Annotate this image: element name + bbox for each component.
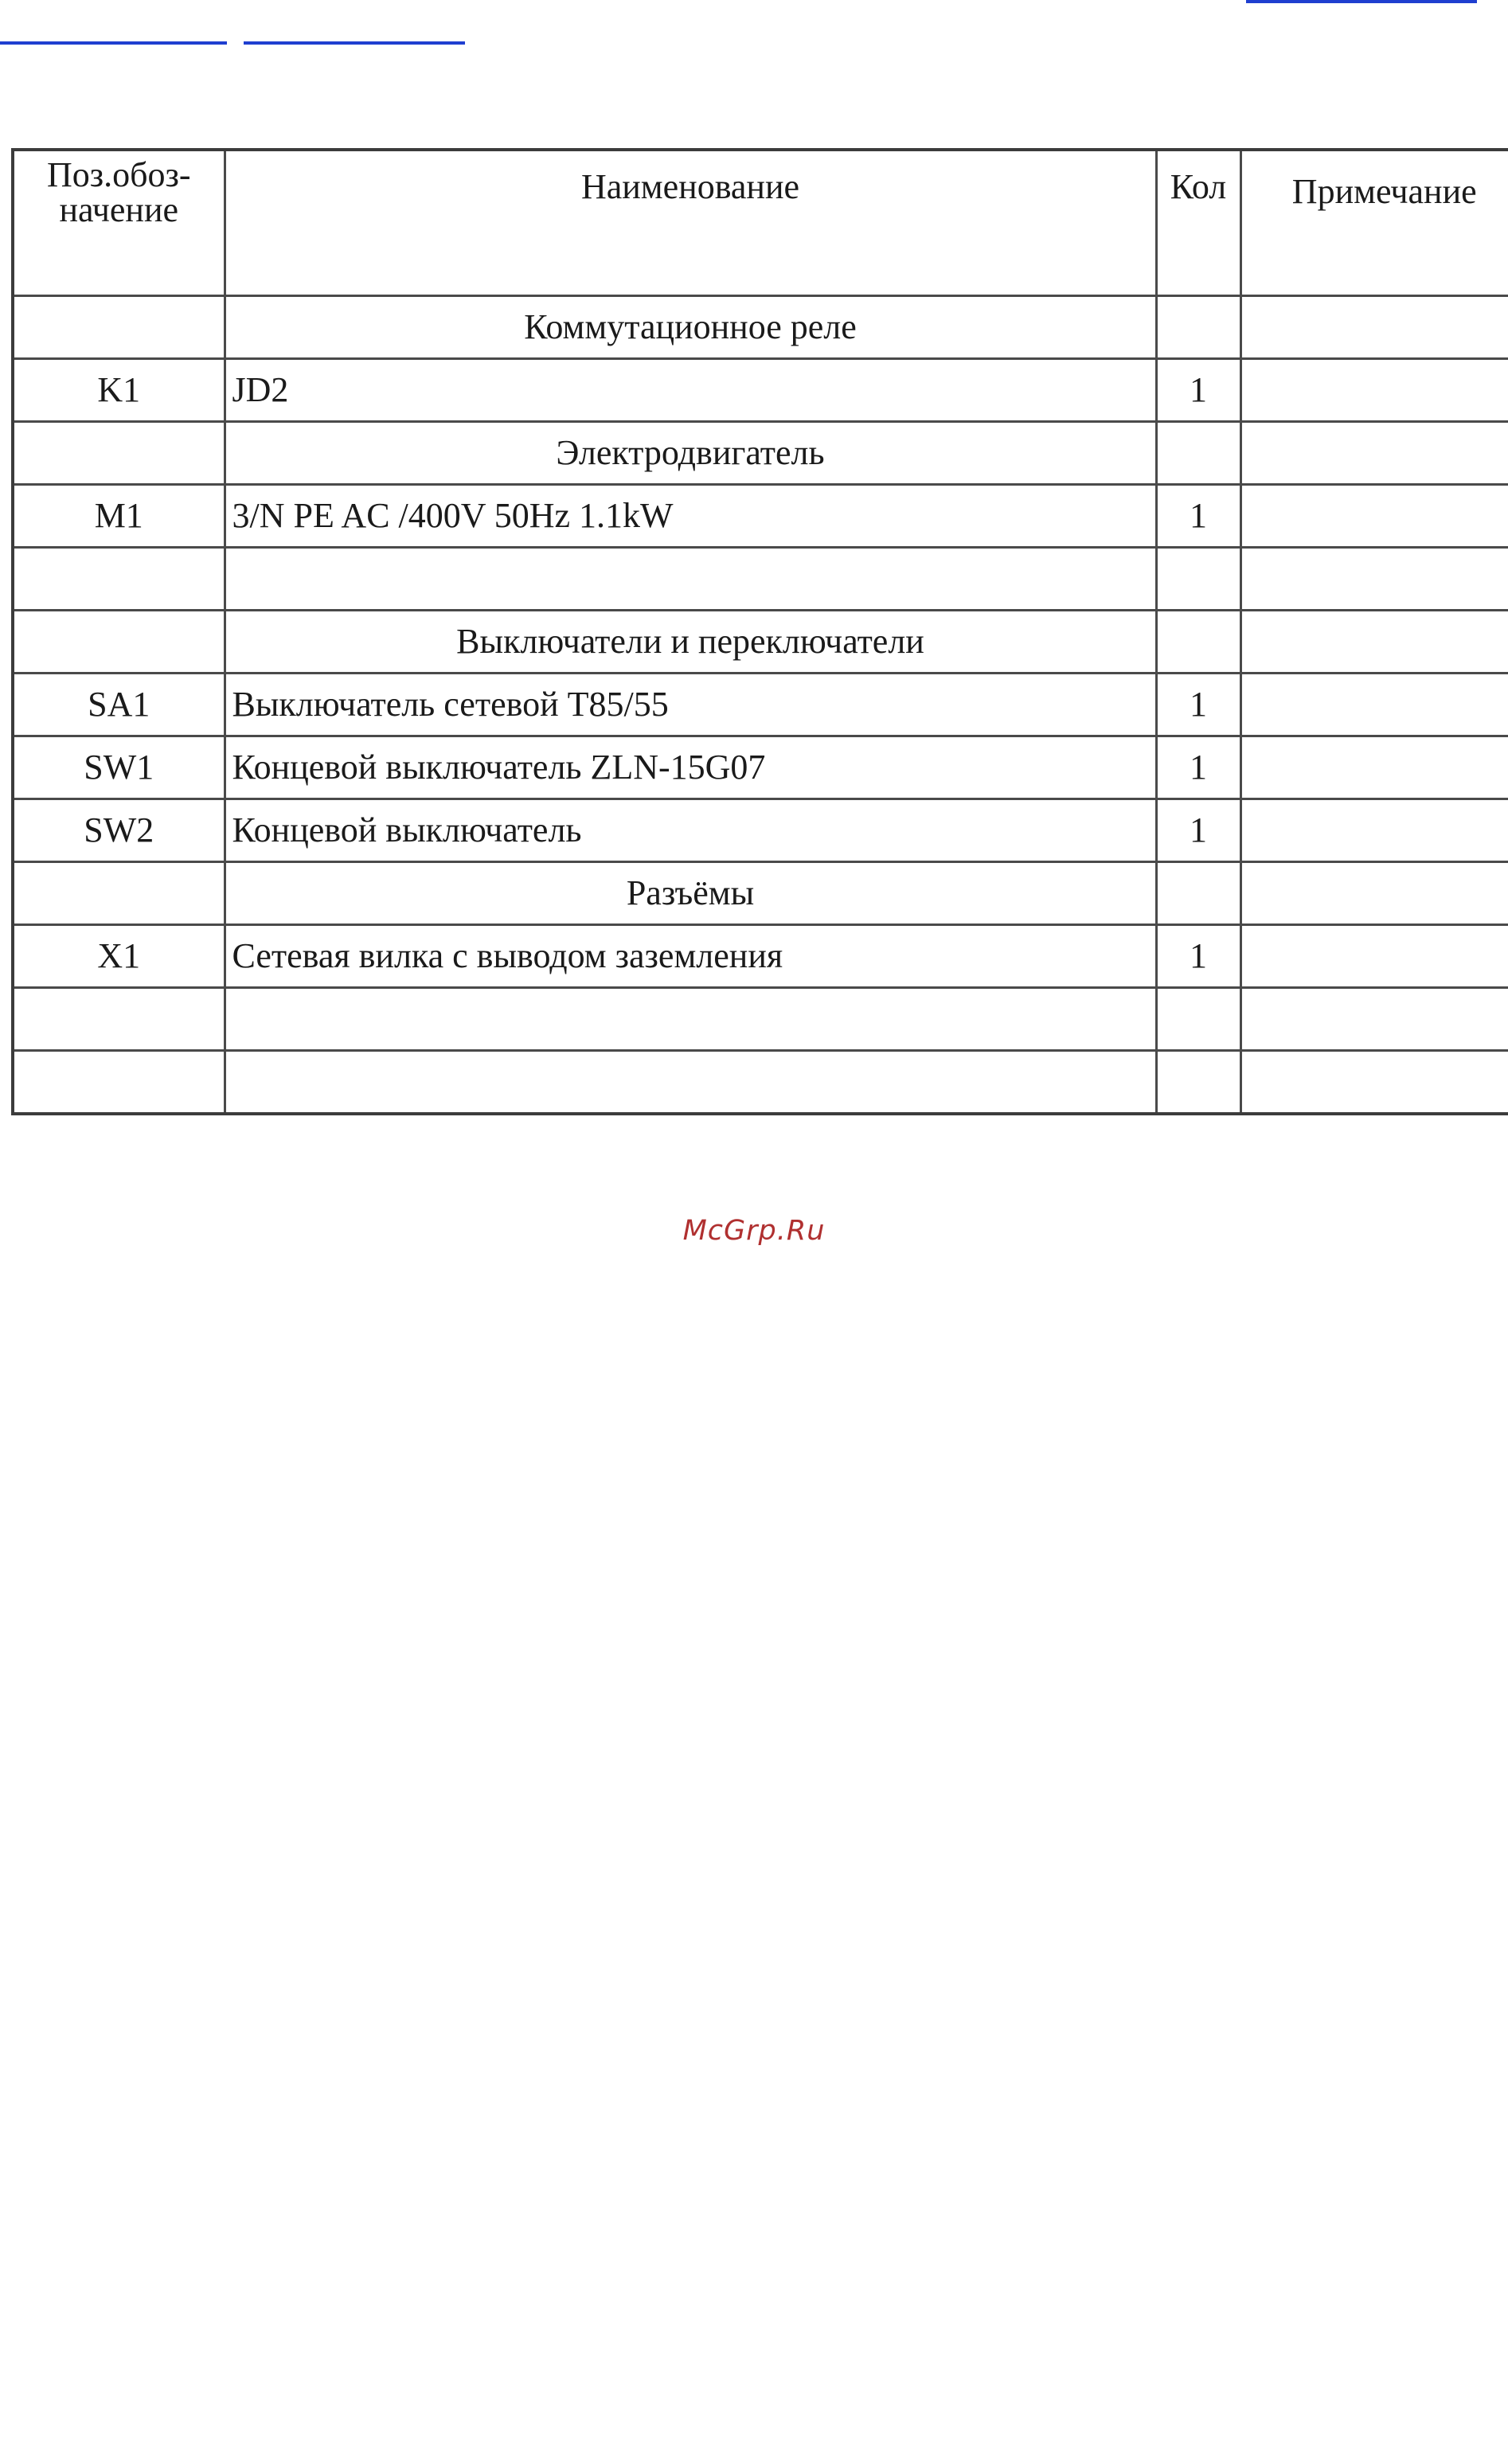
cell-position	[13, 296, 225, 359]
cell-group-title: Электродвигатель	[225, 422, 1156, 485]
cell-name: 3/N PE AC /400V 50Hz 1.1kW	[225, 485, 1156, 548]
cell-note	[1240, 674, 1508, 736]
table-row	[13, 359, 1508, 422]
cell-qty	[1156, 548, 1240, 611]
table-row	[13, 674, 1508, 736]
cell-position: K1	[13, 359, 225, 422]
link-left-2[interactable]	[244, 41, 465, 45]
cell-name	[225, 988, 1156, 1051]
group-row	[13, 862, 1508, 925]
header-note: Примечание	[1240, 150, 1508, 296]
table-row	[13, 736, 1508, 799]
cell-note	[1240, 736, 1508, 799]
cell-qty	[1156, 422, 1240, 485]
cell-qty: 1	[1156, 674, 1240, 736]
cell-note	[1240, 1051, 1508, 1115]
table-row	[13, 925, 1508, 988]
table-body	[13, 296, 1508, 1115]
cell-qty	[1156, 296, 1240, 359]
group-row	[13, 611, 1508, 674]
empty-row	[13, 1051, 1508, 1115]
cell-position	[13, 548, 225, 611]
cell-name: Сетевая вилка с выводом заземления	[225, 925, 1156, 988]
cell-qty	[1156, 1051, 1240, 1115]
header-qty: Кол	[1156, 150, 1240, 296]
cell-position	[13, 862, 225, 925]
header-position	[13, 150, 225, 296]
cell-note	[1240, 925, 1508, 988]
cell-position	[13, 611, 225, 674]
cell-qty: 1	[1156, 485, 1240, 548]
cell-position	[13, 1051, 225, 1115]
cell-qty	[1156, 862, 1240, 925]
table-row	[13, 799, 1508, 862]
cell-name: Выключатель сетевой T85/55	[225, 674, 1156, 736]
header-position-label: Поз.обоз- начение	[46, 155, 191, 229]
cell-note	[1240, 485, 1508, 548]
cell-position: SW2	[13, 799, 225, 862]
cell-qty: 1	[1156, 925, 1240, 988]
cell-group-title: Выключатели и переключатели	[225, 611, 1156, 674]
cell-note	[1240, 548, 1508, 611]
table-row	[13, 485, 1508, 548]
group-row	[13, 296, 1508, 359]
cell-note	[1240, 799, 1508, 862]
group-row	[13, 422, 1508, 485]
cell-qty: 1	[1156, 359, 1240, 422]
cell-note	[1240, 422, 1508, 485]
watermark-text[interactable]: McGrp.Ru	[682, 1215, 826, 1247]
cell-note	[1240, 611, 1508, 674]
cell-note	[1240, 988, 1508, 1051]
cell-qty: 1	[1156, 736, 1240, 799]
cell-name	[225, 1051, 1156, 1115]
cell-name: JD2	[225, 359, 1156, 422]
cell-note	[1240, 296, 1508, 359]
cell-qty	[1156, 988, 1240, 1051]
cell-name	[225, 548, 1156, 611]
link-left-1[interactable]	[0, 41, 227, 45]
cell-position: SW1	[13, 736, 225, 799]
cell-note	[1240, 359, 1508, 422]
header-links	[0, 0, 1508, 56]
cell-qty: 1	[1156, 799, 1240, 862]
cell-position	[13, 988, 225, 1051]
cell-name: Концевой выключатель ZLN-15G07	[225, 736, 1156, 799]
cell-group-title: Коммутационное реле	[225, 296, 1156, 359]
cell-qty	[1156, 611, 1240, 674]
cell-position: SA1	[13, 674, 225, 736]
component-list-table	[11, 148, 1508, 1115]
cell-position	[13, 422, 225, 485]
link-top-right[interactable]	[1246, 0, 1477, 3]
cell-name: Концевой выключатель	[225, 799, 1156, 862]
empty-row	[13, 548, 1508, 611]
cell-note	[1240, 862, 1508, 925]
table-header-row	[13, 150, 1508, 296]
empty-row	[13, 988, 1508, 1051]
header-name: Наименование	[225, 150, 1156, 296]
cell-position: X1	[13, 925, 225, 988]
cell-group-title: Разъёмы	[225, 862, 1156, 925]
cell-position: M1	[13, 485, 225, 548]
